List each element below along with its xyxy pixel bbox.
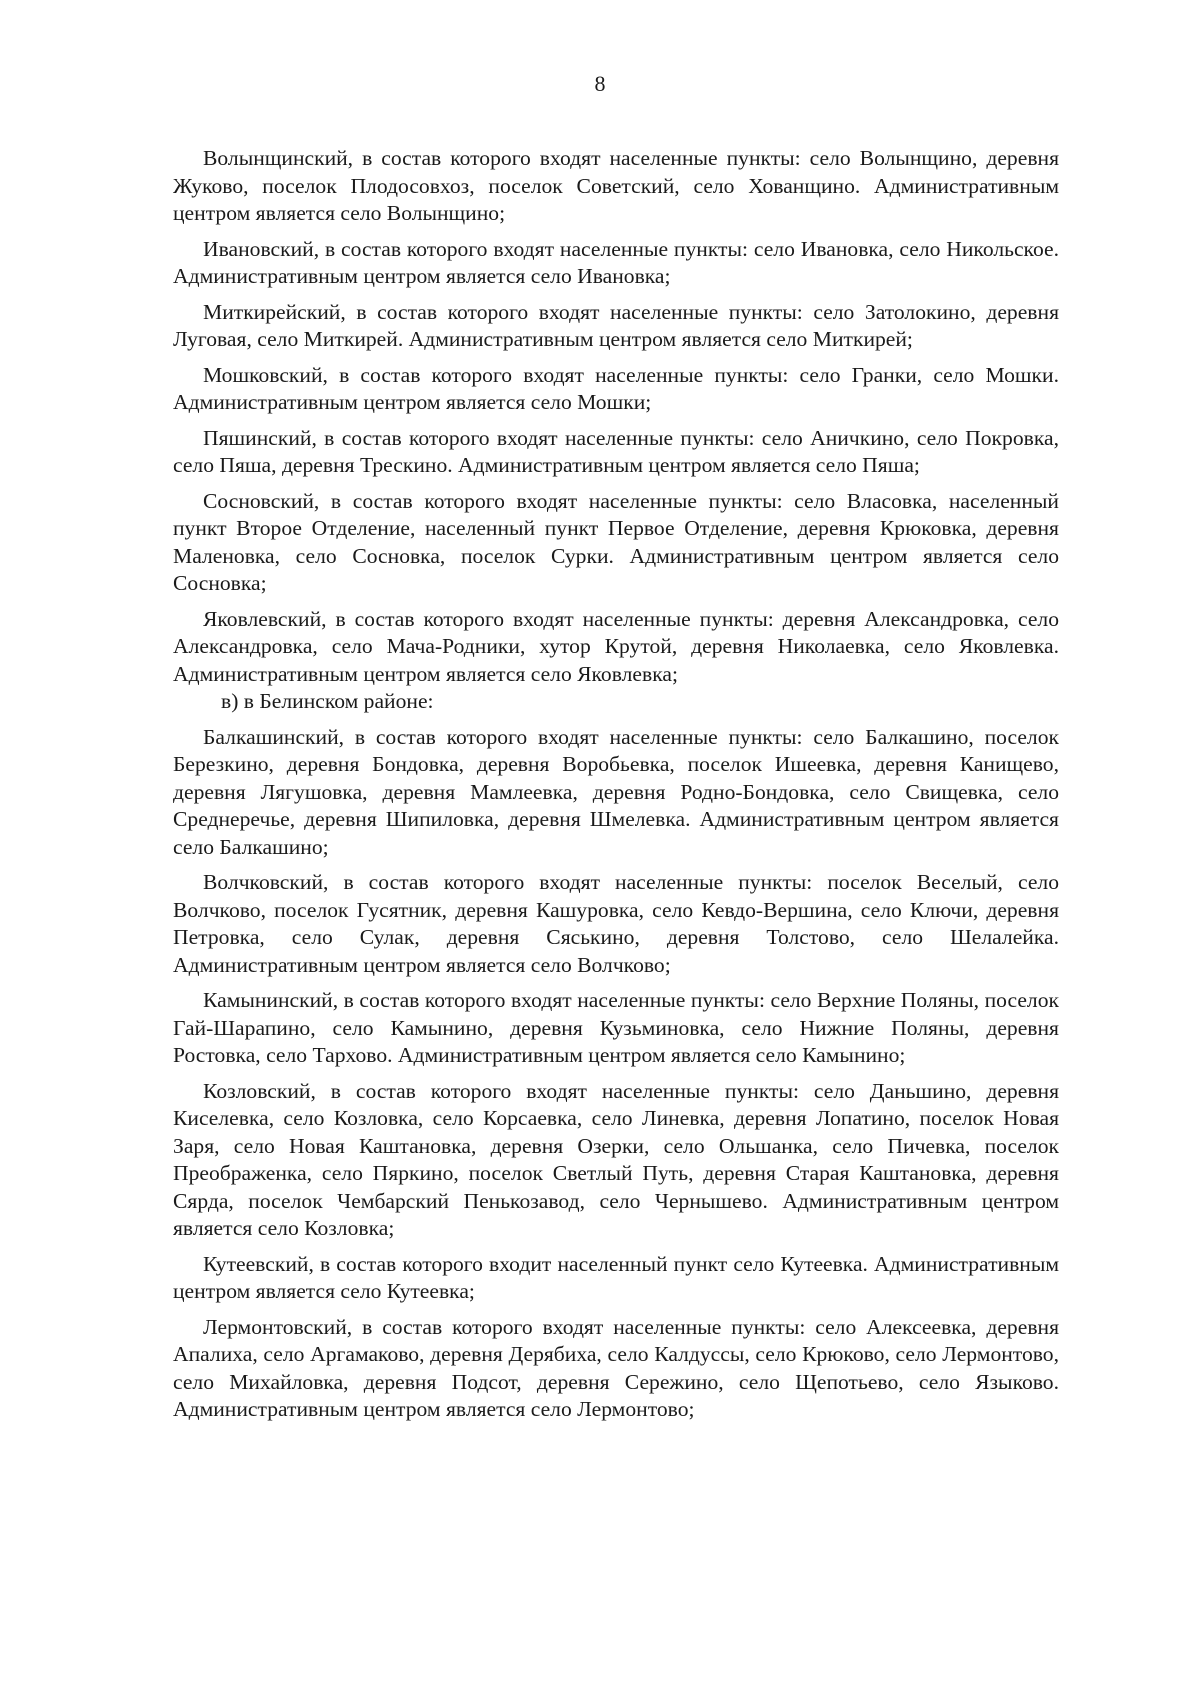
paragraph-kozlovsky: Козловский, в состав которого входят населенные пункты: село Даньшино, деревня Киселевка, село Козловка, село Корсаевка, село Линевка, деревня Лопатино, поселок Новая Заря, село Новая Каштановка, деревня Озерки, село Ольшанка, село Пичевка, поселок Преображенка, село Пяркино, поселок Светлый Путь, деревня Старая Каштановка, деревня Сярда, поселок Чембарский Пенькозавод, село Чернышево. Административным центром является село Козловка; [173,1078,1059,1240]
paragraph-pyashinsky: Пяшинский, в состав которого входят населенные пункты: село Аничкино, село Покровка, село Пяша, деревня Трескино. Административным центром является село Пяша; [173,425,1059,477]
page-number: 8 [594,71,606,96]
paragraph-volynshchinsky: Волынщинский, в состав которого входят населенные пункты: село Волынщино, деревня Жуково, поселок Плодосовхоз, поселок Советский, село Хованщино. Административным центром является село Волынщино; [173,146,1059,225]
paragraph-kuteevsky: Кутеевский, в состав которого входит населенный пункт село Кутеевка. Административным центром является село Кутеевка; [173,1251,1059,1303]
document-body [173,145,1059,1432]
paragraph-sosnovsky: Сосновский, в состав которого входят населенные пункты: село Власовка, населенный пункт Второе Отделение, населенный пункт Первое Отделение, деревня Крюковка, деревня Маленовка, село Сосновка, поселок Сурки. Административным центром является село Сосновка; [173,488,1059,595]
paragraph-mitkireysky: Миткирейский, в состав которого входят населенные пункты: село Затолокино, деревня Луговая, село Миткирей. Административным центром является село Миткирей; [173,299,1059,351]
paragraph-moshkovsky: Мошковский, в состав которого входят населенные пункты: село Гранки, село Мошки. Административным центром является село Мошки; [173,362,1059,414]
paragraph-ivanovsky: Ивановский, в состав которого входят населенные пункты: село Ивановка, село Никольское. Административным центром является село Ивановка; [173,236,1059,288]
paragraph-yakovlevsky: Яковлевский, в состав которого входят населенные пункты: деревня Александровка, село Александровка, село Мача-Родники, хутор Крутой, деревня Николаевка, село Яковлевка. Административным центром является село Яковлевка; [173,606,1059,686]
paragraph-lermontovsky: Лермонтовский, в состав которого входят населенные пункты: село Алексеевка, деревня Апалиха, село Аргамаково, деревня Дерябиха, село Калдуссы, село Крюково, село Лермонтово, село Михайловка, деревня Подсот, деревня Сережино, село Щепотьево, село Языково. Административным центром является село Лермонтово; [173,1314,1059,1421]
paragraph-volchkovsky: Волчковский, в состав которого входят населенные пункты: поселок Веселый, село Волчково, поселок Гусятник, деревня Кашуровка, село Кевдо-Вершина, село Ключи, деревня Петровка, село Сулак, деревня Сяськино, деревня Толстово, село Шелалейка. Административным центром является село Волчково; [173,870,1059,977]
section-subheading-belinsky-district: в) в Белинском районе: [221,689,434,713]
paragraph-balkashinsky: Балкашинский, в состав которого входят населенные пункты: село Балкашино, поселок Березкино, деревня Бондовка, деревня Воробьевка, поселок Ишеевка, деревня Канищево, деревня Лягушовка, деревня Мамлеевка, деревня Родно-Бондовка, село Свищевка, село Среднеречье, деревня Шипиловка, деревня Шмелевка. Административным центром является село Балкашино; [173,724,1059,859]
paragraph-kamyninsky: Камынинский, в состав которого входят населенные пункты: село Верхние Поляны, поселок Гай-Шарапино, село Камынино, деревня Кузьминовка, село Нижние Поляны, деревня Ростовка, село Тархово. Административным центром является село Камынино; [173,988,1059,1067]
